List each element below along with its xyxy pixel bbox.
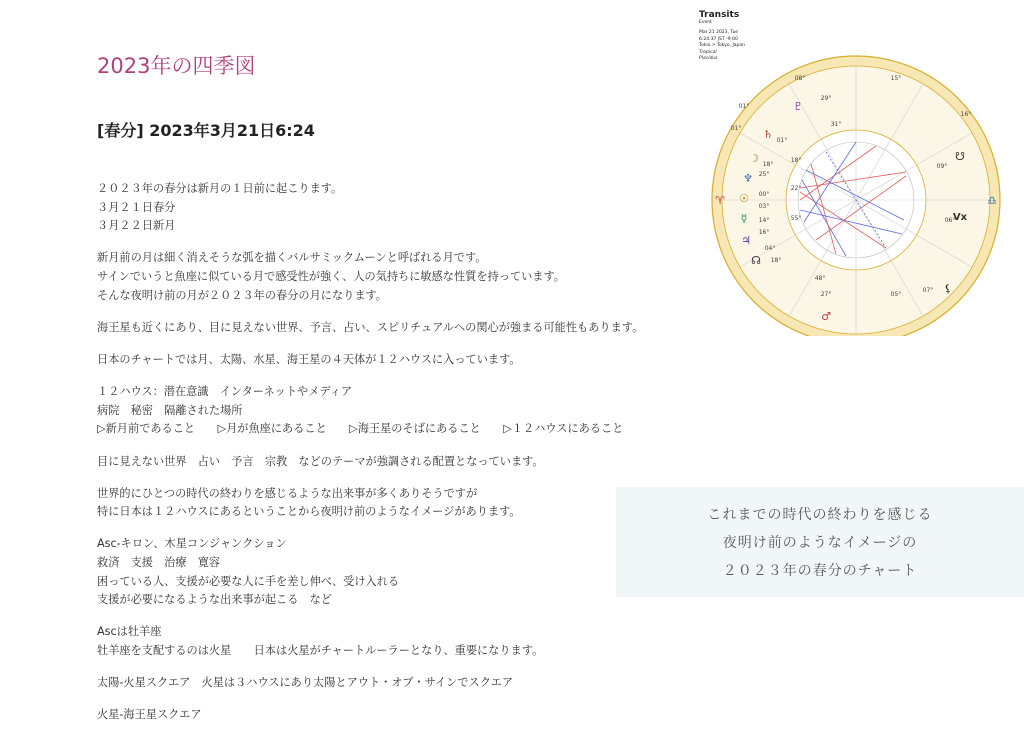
article-paragraph	[97, 180, 697, 236]
chart-type: Event	[699, 20, 712, 25]
section-subtitle: [春分] 2023年3月21日6:24	[97, 121, 315, 140]
paragraph-line: サインでいうと魚座に似ている月で感受性が強く、人の気持ちに敏感な性質を持っています。	[97, 269, 565, 283]
paragraph-line: １２ハウス：潜在意識 インターネットやメディア	[97, 385, 353, 399]
svg-text:06°: 06°	[944, 217, 956, 224]
svg-text:09°: 09°	[936, 163, 948, 170]
svg-text:18°: 18°	[762, 161, 774, 168]
paragraph-line: 支援が必要になるような出来事が起こる など	[97, 593, 332, 607]
paragraph-line: 火星-海王星スクエア	[97, 708, 202, 722]
svg-text:☿: ☿	[740, 212, 748, 225]
svg-text:29°: 29°	[820, 95, 832, 102]
chart-time: 6:24:37 JST -9:00	[699, 36, 738, 42]
svg-text:15°: 15°	[890, 75, 902, 82]
svg-text:☽: ☽	[749, 152, 759, 165]
svg-text:03°: 03°	[758, 203, 770, 210]
paragraph-line: 目に見えない世界 占い 予言 宗教 などのテーマが強調される配置となっています。	[97, 454, 544, 468]
svg-text:04°: 04°	[764, 245, 776, 252]
callout-line: これまでの時代の終わりを感じる	[707, 507, 933, 523]
svg-text:☉: ☉	[739, 192, 749, 205]
article-paragraph	[97, 351, 697, 370]
astrology-chart-wheel	[696, 10, 1022, 336]
svg-text:☋: ☋	[955, 150, 965, 163]
article-paragraph	[97, 453, 697, 472]
svg-text:16°: 16°	[960, 111, 972, 118]
page-title: 2023年の四季図	[97, 54, 256, 78]
svg-text:⚸: ⚸	[943, 282, 953, 295]
article-paragraph	[97, 674, 697, 693]
article-paragraph	[97, 319, 697, 338]
svg-text:♃: ♃	[741, 234, 751, 247]
paragraph-line: 世界的にひとつの時代の終わりを感じるような出来事が多くありそうですが	[97, 486, 478, 500]
svg-text:♆: ♆	[743, 172, 753, 185]
svg-text:♎: ♎	[987, 194, 997, 207]
paragraph-line: 病院 秘密 隔離された場所	[97, 403, 243, 417]
svg-text:25°: 25°	[758, 171, 770, 178]
chart-place: Tokio > Tokyo, Japan	[699, 43, 745, 49]
svg-text:♈: ♈	[715, 194, 725, 207]
svg-text:18°: 18°	[790, 157, 802, 164]
svg-text:01°: 01°	[738, 103, 750, 110]
paragraph-line: ▷新月前であること ▷月が魚座にあること ▷海王星のそばにあること ▷１２ハウスにあること	[97, 422, 624, 436]
article-paragraph	[97, 535, 697, 609]
svg-text:00°: 00°	[758, 191, 770, 198]
article-paragraph	[97, 249, 697, 305]
paragraph-line: そんな夜明け前の月が２０２３年の春分の月になります。	[97, 288, 387, 302]
svg-text:14°: 14°	[758, 217, 770, 224]
article-paragraph	[97, 623, 697, 660]
article-paragraph	[97, 383, 697, 439]
paragraph-line: 海王星も近くにあり、目に見えない世界、予言、占い、スピリチュアルへの関心が強まる可能性もあります。	[97, 320, 644, 334]
svg-text:16°: 16°	[758, 229, 770, 236]
paragraph-line: 日本のチャートでは月、太陽、水星、海王星の４天体が１２ハウスに入っています。	[97, 352, 521, 366]
paragraph-line: Asc-キロン、木星コンジャンクション	[97, 537, 287, 551]
svg-text:♇: ♇	[793, 100, 803, 113]
paragraph-line: 新月前の月は細く消えそうな弧を描くバルサミックムーンと呼ばれる月です。	[97, 251, 487, 265]
article-paragraph	[97, 706, 697, 725]
paragraph-line: ２０２３年の春分は新月の１日前に起こります。	[97, 182, 343, 195]
svg-text:♂: ♂	[821, 310, 831, 323]
chart-houses: Placidus	[699, 56, 718, 62]
svg-text:08°: 08°	[794, 75, 806, 82]
callout-line: ２０２３年の春分のチャート	[722, 563, 918, 579]
svg-text:48°: 48°	[814, 275, 826, 282]
paragraph-line: 困っている人、支援が必要な人に手を差し伸べ、受け入れる	[97, 574, 400, 588]
svg-text:22°: 22°	[790, 185, 802, 192]
paragraph-line: ３月２２日新月	[97, 219, 176, 233]
paragraph-line: Ascは牡羊座	[97, 625, 162, 639]
paragraph-line: ３月２１日春分	[97, 200, 176, 214]
svg-text:27°: 27°	[820, 291, 832, 298]
svg-text:05°: 05°	[890, 291, 902, 298]
svg-text:♄: ♄	[763, 128, 773, 141]
svg-text:31°: 31°	[830, 121, 842, 128]
paragraph-line: 太陽-火星スクエア 火星は３ハウスにあり太陽とアウト・オブ・サインでスクエア	[97, 676, 514, 690]
svg-text:07°: 07°	[922, 287, 934, 294]
svg-text:01°: 01°	[776, 137, 788, 144]
paragraph-line: 救済 支援 治療 寛容	[97, 556, 221, 570]
chart-zodiac: Tropical	[699, 49, 717, 55]
svg-text:55°: 55°	[790, 215, 802, 222]
paragraph-line: 牡羊座を支配するのは火星 日本は火星がチャートルーラーとなり、重要になります。	[97, 644, 544, 658]
svg-text:Vx: Vx	[952, 212, 968, 223]
article-body	[97, 180, 697, 739]
callout-box	[616, 487, 1024, 597]
svg-text:01°: 01°	[730, 125, 742, 132]
svg-text:☊: ☊	[751, 254, 761, 267]
svg-text:18°: 18°	[770, 257, 782, 264]
paragraph-line: 特に日本は１２ハウスにあるということから夜明け前のようなイメージがあります。	[97, 505, 521, 519]
callout-line: 夜明け前のようなイメージの	[722, 535, 918, 551]
chart-title: Transits	[699, 10, 740, 20]
chart-date: Mar 21 2023, Tue	[699, 30, 739, 36]
article-paragraph	[97, 485, 697, 522]
